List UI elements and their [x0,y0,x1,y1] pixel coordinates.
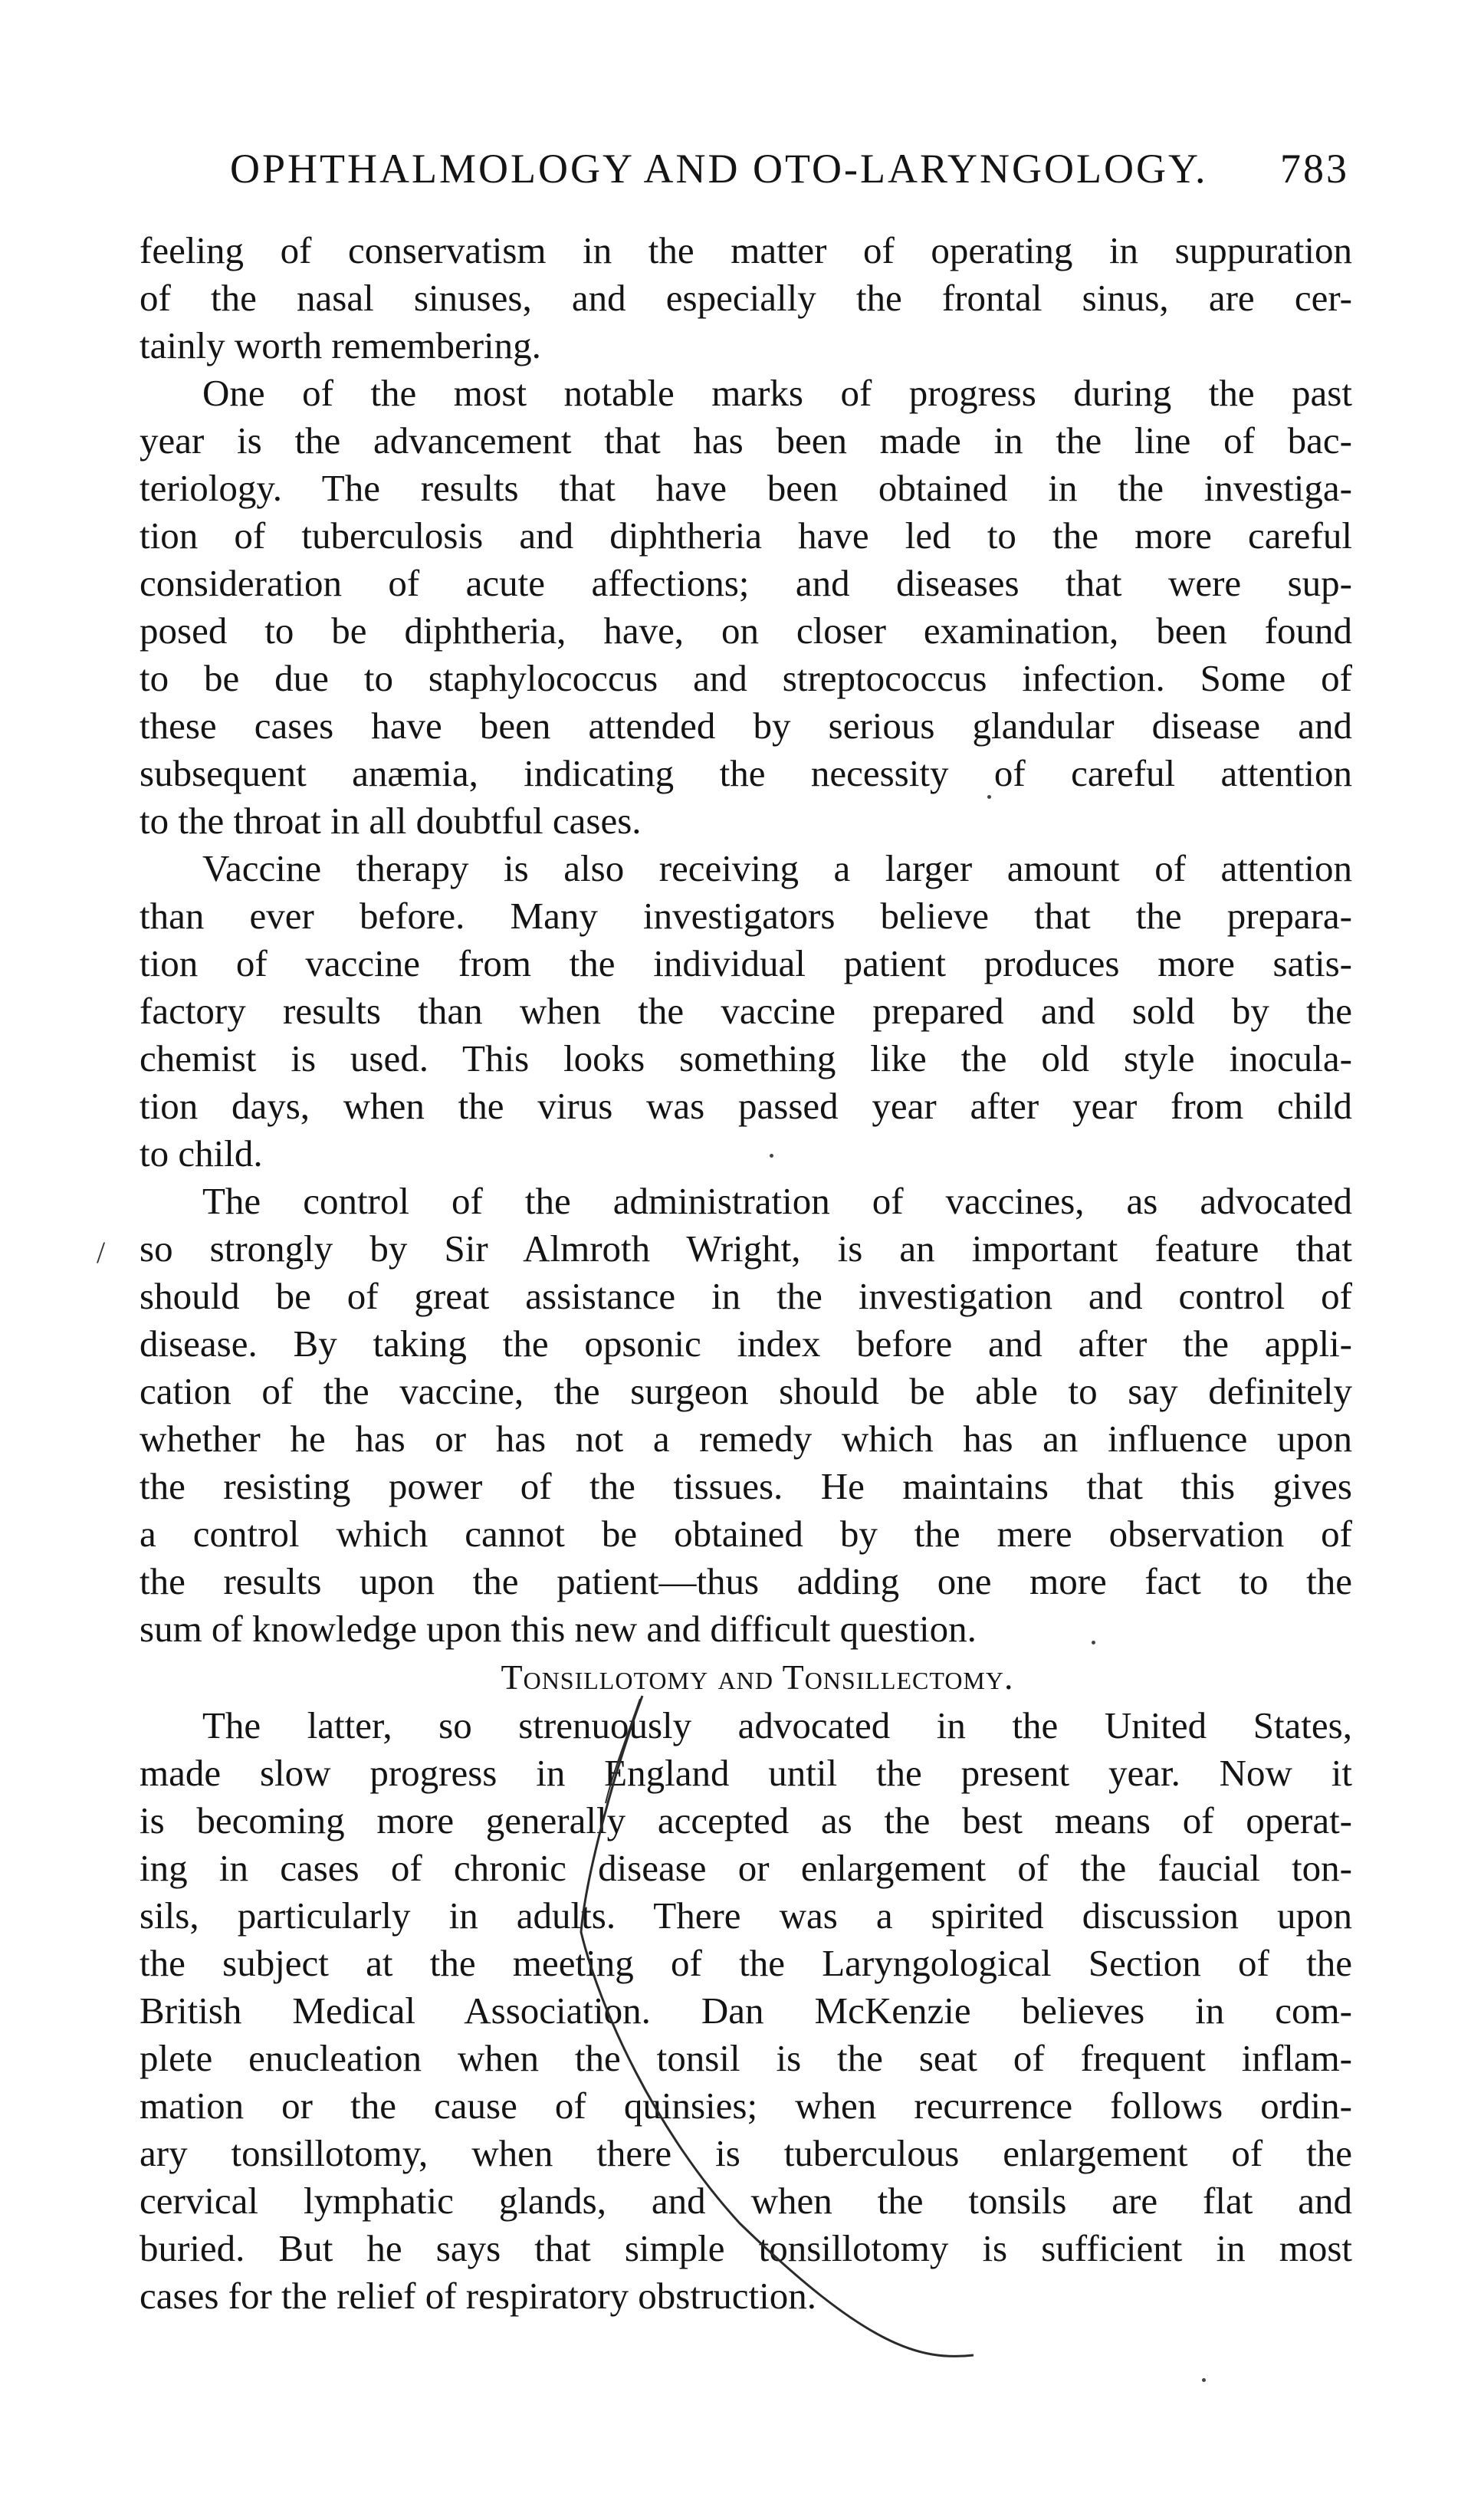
text-line: consideration of acute affections; and diseases that were sup- [140,562,1352,604]
text-line: Vaccine therapy is also receiving a larger amount of attention [202,847,1352,889]
text-line: sils, particularly in adults. There was a spirited discussion upon [140,1894,1352,1937]
text-line: the subject at the meeting of the Laryngological Section of the [140,1942,1352,1984]
text-line: whether he has or has not a remedy which has an influence upon [140,1418,1352,1460]
text-line: to the throat in all doubtful cases. [140,800,642,842]
text-line: ary tonsillotomy, when there is tuberculous enlargement of the [140,2132,1352,2174]
text-line: to child. [140,1132,263,1175]
text-line: is becoming more generally accepted as the best means of operat- [140,1799,1352,1842]
text-line: than ever before. Many investigators believe that the prepara- [140,895,1352,937]
text-line: chemist is used. This looks something like the old style inocula- [140,1037,1352,1079]
text-line: should be of great assistance in the investigation and control of [140,1275,1352,1317]
scan-speck [1202,2378,1206,2382]
text-line: subsequent anæmia, indicating the necessity of careful attention [140,752,1352,794]
text-line: made slow progress in England until the present year. Now it [140,1752,1352,1794]
text-line: tion days, when the virus was passed year after year from child [140,1085,1352,1127]
scan-speck [770,1154,773,1158]
text-line: One of the most notable marks of progress during the past [202,372,1352,414]
body-text [140,227,1352,2320]
section-heading-text: Tonsillotomy and Tonsillectomy. [501,1658,1014,1697]
text-line: cation of the vaccine, the surgeon should be able to say definitely [140,1370,1352,1412]
running-head [230,146,1349,192]
text-line: of the nasal sinuses, and especially the frontal sinus, are cer- [140,277,1352,319]
text-line: disease. By taking the opsonic index before and after the appli- [140,1322,1352,1365]
text-line: tion of tuberculosis and diphtheria have led to the more careful [140,514,1352,557]
text-line: teriology. The results that have been obtained in the investiga- [140,467,1352,509]
text-line: sum of knowledge upon this new and difficult question. [140,1608,977,1650]
scan-speck [1092,1641,1095,1644]
text-line: year is the advancement that has been made in the line of bac- [140,419,1352,462]
text-line: these cases have been attended by serious glandular disease and [140,705,1352,747]
text-line: The latter, so strenuously advocated in the United States, [202,1704,1352,1746]
text-line: factory results than when the vaccine prepared and sold by the [140,990,1352,1032]
section-heading [140,1653,1352,1702]
running-title: OPHTHALMOLOGY AND OTO-LARYNGOLOGY. [230,146,1208,192]
text-line: posed to be diphtheria, have, on closer examination, been found [140,609,1352,652]
text-line: feeling of conservatism in the matter of operating in suppuration [140,229,1352,271]
page-number: 783 [1280,146,1349,192]
scan-speck [987,795,991,799]
text-line: British Medical Association. Dan McKenzie believes in com- [140,1989,1352,2032]
text-line: to be due to staphylococcus and streptococcus infection. Some of [140,657,1352,699]
margin-mark: / [97,1235,106,1270]
text-line: ing in cases of chronic disease or enlargement of the faucial ton- [140,1847,1352,1889]
text-line: the results upon the patient—thus adding one more fact to the [140,1560,1352,1602]
text-line: buried. But he says that simple tonsillotomy is sufficient in most [140,2227,1352,2269]
text-line: The control of the administration of vaccines, as advocated [202,1180,1352,1222]
text-line: so strongly by Sir Almroth Wright, is an important feature that [140,1227,1352,1270]
text-line: tainly worth remembering. [140,324,541,366]
text-line: mation or the cause of quinsies; when recurrence follows ordin- [140,2085,1352,2127]
text-line: plete enucleation when the tonsil is the seat of frequent inflam- [140,2037,1352,2079]
text-line: the resisting power of the tissues. He maintains that this gives [140,1465,1352,1507]
text-line: a control which cannot be obtained by the mere observation of [140,1513,1352,1555]
text-line: cases for the relief of respiratory obstruction. [140,2275,817,2317]
text-line: cervical lymphatic glands, and when the tonsils are flat and [140,2180,1352,2222]
text-line: tion of vaccine from the individual patient produces more satis- [140,942,1352,984]
